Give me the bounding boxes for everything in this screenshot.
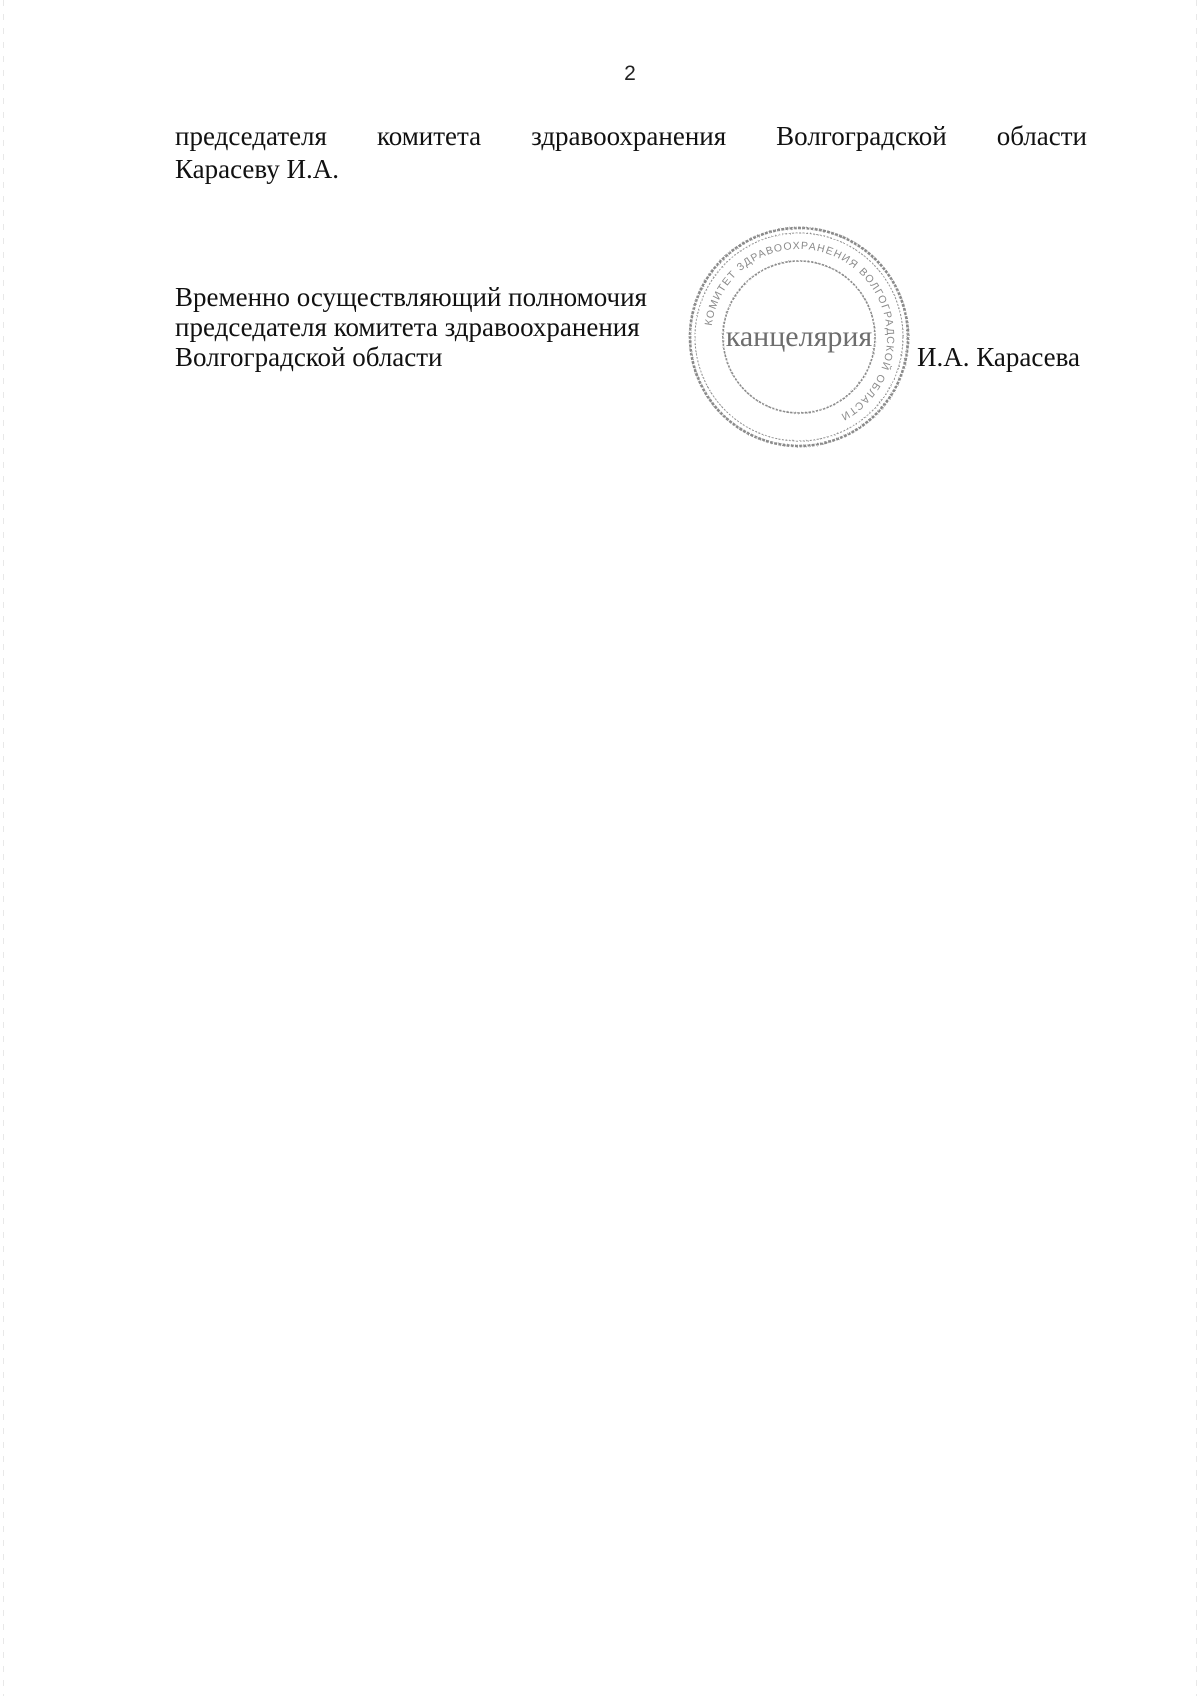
position-line-2: председателя комитета здравоохранения (175, 312, 640, 342)
stamp-ring-text: КОМИТЕТ ЗДРАВООХРАНЕНИЯ ВОЛГОГРАДСКОЙ ОБЛАСТИ (702, 239, 897, 423)
position-line-3: Волгоградской области (175, 342, 443, 372)
body-word: комитета (376, 121, 482, 151)
body-word: Волгоградской (776, 121, 947, 151)
signatory-name: И.А. Карасева (917, 342, 1081, 372)
body-line-2: Карасеву И.А. (175, 154, 339, 184)
body-line-1 (175, 120, 1087, 153)
body-word: области (996, 121, 1087, 151)
page-number: 2 (624, 62, 636, 85)
stamp-center-text: канцелярия (725, 320, 873, 353)
body-word: здравоохранения (531, 121, 727, 151)
body-word: председателя (175, 121, 327, 151)
position-line-1: Временно осуществляющий полномочия (175, 282, 647, 312)
stamp-seal (684, 222, 914, 452)
office-stamp (684, 222, 914, 452)
body-paragraph (175, 120, 1087, 186)
signatory-position (175, 282, 647, 372)
scan-edge-right (1196, 0, 1197, 1696)
scan-edge-left (3, 0, 4, 1696)
